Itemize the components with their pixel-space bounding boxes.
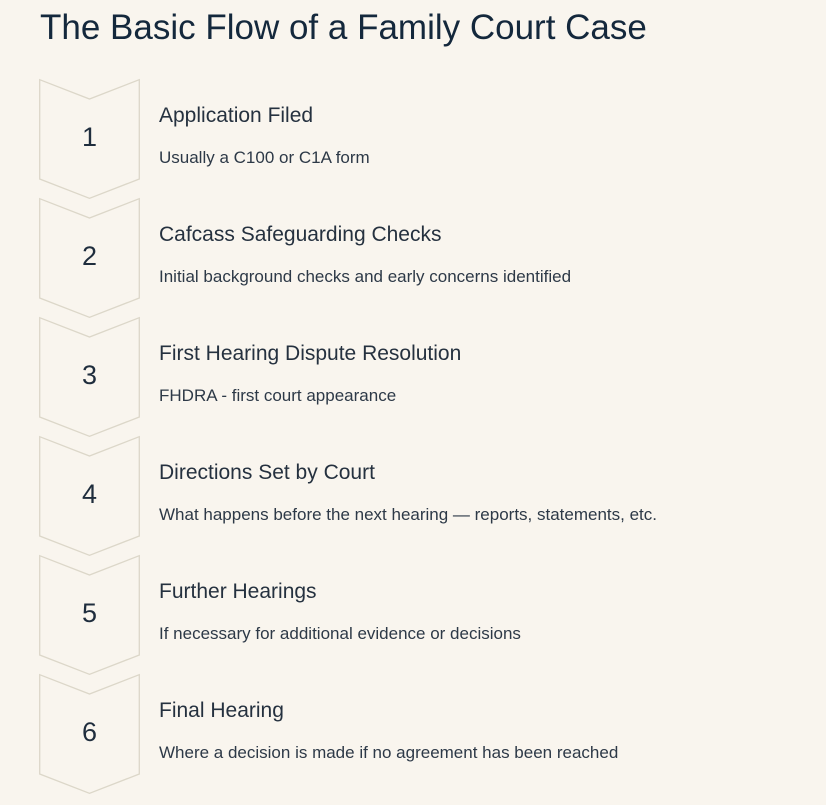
step-number: 3: [81, 360, 98, 390]
step-item: [0, 199, 826, 318]
step-description: Where a decision is made if no agreement has been reached: [159, 743, 619, 762]
step-item: [0, 318, 826, 437]
step-number: 5: [81, 598, 98, 628]
step-number: 6: [81, 717, 98, 747]
step-title: Final Hearing: [159, 699, 284, 722]
step-title: Cafcass Safeguarding Checks: [159, 223, 442, 246]
step-title: Directions Set by Court: [159, 461, 375, 484]
step-item: [0, 437, 826, 556]
page-title: The Basic Flow of a Family Court Case: [40, 8, 647, 47]
step-item: [0, 80, 826, 199]
step-number: 4: [81, 479, 98, 509]
step-title: Application Filed: [159, 104, 314, 127]
step-description: Initial background checks and early concerns identified: [159, 267, 572, 286]
step-title: Further Hearings: [159, 580, 317, 603]
step-item: [0, 675, 826, 794]
step-title: First Hearing Dispute Resolution: [159, 342, 462, 365]
step-description: FHDRA - first court appearance: [159, 386, 397, 405]
step-description: Usually a C100 or C1A form: [159, 148, 370, 167]
step-item: [0, 556, 826, 675]
step-number: 2: [81, 241, 98, 271]
step-description: If necessary for additional evidence or decisions: [159, 624, 521, 643]
step-number: 1: [81, 122, 98, 152]
step-description: What happens before the next hearing — reports, statements, etc.: [159, 505, 657, 524]
